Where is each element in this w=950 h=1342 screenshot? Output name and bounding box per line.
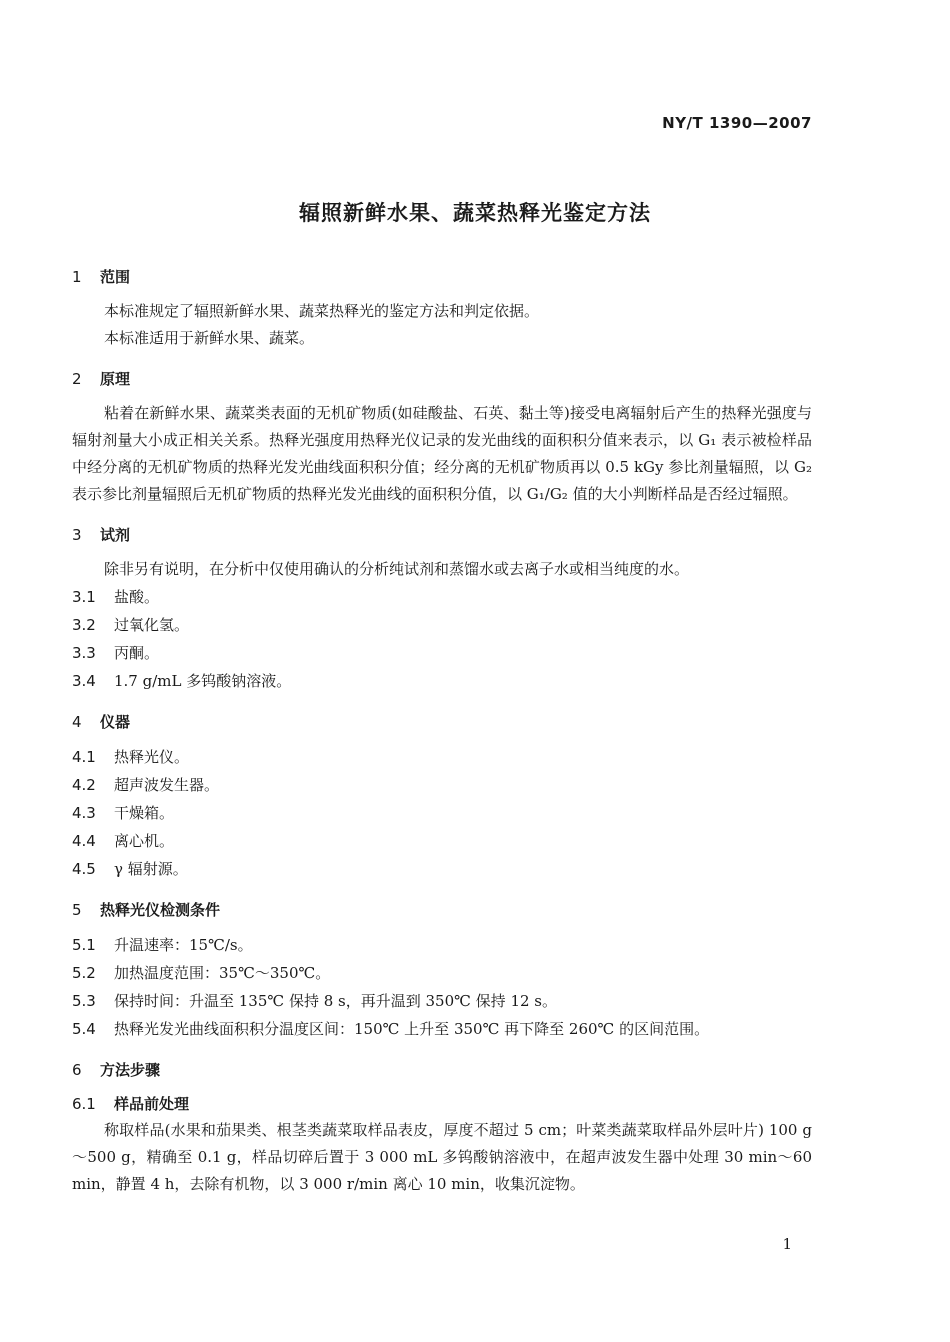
list-item: 4.4 离心机。 [72,832,175,850]
section-heading-conditions: 5 热释光仪检测条件 [72,901,221,919]
list-item: 5.3 保持时间：升温至 135℃ 保持 8 s，再升温到 350℃ 保持 12 s。 [72,992,557,1010]
subsection-heading-pretreatment: 6.1 样品前处理 [72,1095,190,1113]
paragraph: 除非另有说明，在分析中仅使用确认的分析纯试剂和蒸馏水或去离子水或相当纯度的水。 [104,560,690,578]
paragraph: 本标准适用于新鲜水果、蔬菜。 [104,329,315,347]
paragraph: 本标准规定了辐照新鲜水果、蔬菜热释光的鉴定方法和判定依据。 [104,302,540,320]
list-item: 3.3 丙酮。 [72,644,160,662]
page-number: 1 [782,1235,792,1253]
section-heading-procedure: 6 方法步骤 [72,1061,161,1079]
document-body [72,264,812,1198]
section-heading-principle: 2 原理 [72,370,131,388]
paragraph: 称取样品(水果和茄果类、根茎类蔬菜取样品表皮，厚度不超过 5 cm；叶菜类蔬菜取样品外层叶片) 100 g～500 g，精确至 0.1 g，样品切碎后置于 3 000 mL 多钨酸钠溶液中，在超声波发生器中处理 30 min～60 min，静置 4 h，去除有机物，以 3 000 r/min 离心 10 min，收集沉淀物。 [72,1121,812,1193]
section-heading-reagents: 3 试剂 [72,526,131,544]
paragraph: 粘着在新鲜水果、蔬菜类表面的无机矿物质(如硅酸盐、石英、黏土等)接受电离辐射后产生的热释光强度与辐射剂量大小成正相关关系。热释光强度用热释光仪记录的发光曲线的面积积分值来表示，以 G₁ 表示被检样品中经分离的无机矿物质的热释光发光曲线面积积分值；经分离的无机矿物质再以 0.5 kGy 参比剂量辐照，以 G₂ 表示参比剂量辐照后无机矿物质的热释光发光曲线的面积积分值，以 G₁/G₂ 值的大小判断样品是否经过辐照。 [72,404,812,503]
standard-code: NY/T 1390—2007 [662,114,812,132]
list-item: 4.2 超声波发生器。 [72,776,220,794]
list-item: 4.3 干燥箱。 [72,804,175,822]
list-item: 3.1 盐酸。 [72,588,160,606]
list-item: 3.2 过氧化氢。 [72,616,190,634]
section-heading-scope: 1 范围 [72,268,131,286]
list-item: 5.1 升温速率：15℃/s。 [72,936,253,954]
list-item: 3.4 1.7 g/mL 多钨酸钠溶液。 [72,672,292,690]
list-item: 4.1 热释光仪。 [72,748,190,766]
section-heading-apparatus: 4 仪器 [72,713,131,731]
document-title: 辐照新鲜水果、蔬菜热释光鉴定方法 [299,201,651,225]
list-item: 5.2 加热温度范围：35℃～350℃。 [72,964,331,982]
list-item: 5.4 热释光发光曲线面积积分温度区间：150℃ 上升至 350℃ 再下降至 260℃ 的区间范围。 [72,1020,710,1038]
list-item: 4.5 γ 辐射源。 [72,860,188,878]
